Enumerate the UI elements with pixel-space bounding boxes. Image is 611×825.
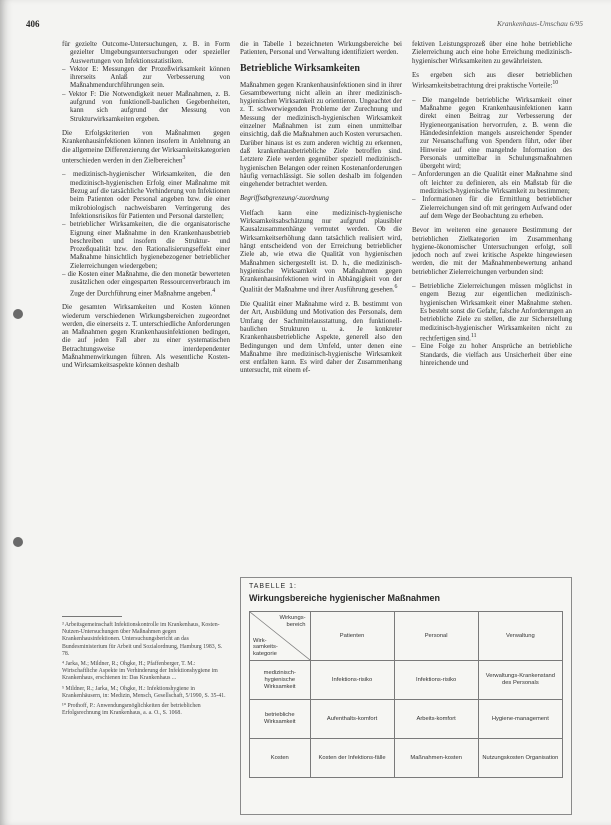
footnote-divider [62, 616, 122, 617]
paragraph: Die Erfolgskriterien von Maßnahmen gegen Krankenhausinfektionen können insofern in Anlehnung an die allgemeine Differenzierung der Wirksamkeitskategorien unterschieden werden in den Zielbereichen$^3$ [62, 128, 230, 165]
list-item: – Eine Folge zu hoher Ansprüche an betriebliche Standards, die vielfach aus Unsicherheit über eine hinreichende und [412, 342, 572, 368]
column-header: Personal [394, 612, 478, 661]
list-item: – Anforderungen an die Qualität einer Maßnahme sind oft leichter zu definieren, als ein Maßstab für die medizinisch-hygienische Wirksamkeit zu bestimmen; [412, 170, 572, 196]
paragraph: Bevor im weiteren eine genauere Bestimmung der betrieblichen Zielkategorien im Zusammenhang hygiene-ökonomischer Untersuchungen erfolgt, soll jedoch noch auf zwei kritische Aspekte hingewiesen werden, die mit der Maßnahmenbewertung anhand betrieblicher Zielerreichungen verbunden sind: [412, 226, 572, 276]
footnote: ⁴ Jarka, M.; Mildner, R.; Ohgke, H.; Pfaffenberger, T. M.: Wirtschaftliche Aspekte im Verhinderung der Infektionshygiene im Krankenhaus, erschienen in: Das Krankenhaus ... [62, 661, 218, 682]
advantages-list [412, 96, 572, 220]
table-cell: Verwaltungs-Krankenstand des Personals [478, 661, 562, 700]
paragraph: Vielfach kann eine medizinisch-hygienische Wirksamkeitsabschätzung nur aufgrund plausibler Kausalzusammenhänge vermutet werden. Ob die Wirksamkeitserhöhung dann tatsächlich realisiert wird, hängt entscheidend von der Erreichung betrieblicher Ziele ab, wie etwa die Qualität von hygienischen Maßnahmen sichergestellt ist. D. h., die medizinisch-hygienische Wirksamkeit von Maßnahmen gegen Krankenhausinfektionen wird in Abhängigkeit von der Qualität der Maßnahme und ihrer Ausführung gesehen.$^6$ [240, 208, 402, 294]
list-item: – Vektor E: Messungen der Prozeßwirksamkeit können ihrerseits Anlaß zur Verbesserung von Maßnahmendurchführungen sein. [62, 64, 230, 90]
footnote: ⁵ Mildner, R.; Jarka, M.; Ohgke, H.: Infektionshygiene in Krankenhäusern, in: Medizin, Mensch, Gesellschaft, 5/1990, S. 35-41. [62, 685, 226, 699]
critical-aspects-list [412, 282, 572, 367]
corner-label-top: Wirkungs- bereich [279, 615, 306, 628]
paragraph: Die Qualität einer Maßnahme wird z. B. bestimmt von der Art, Ausbildung und Motivation des Personals, dem Umfang der Sachmittelausstattung, den funktionell-baulichen Strukturen u. a. Je konkreter Krankenhausbetriebliche Aspekte, generell also den Bedingungen und dem Umfeld, unter denen eine Maßnahme ihre medizinisch-hygienische Wirksamkeit erst entfalten kann. Es wird daher der Zusammenhang untersucht, mit einem ef- [240, 300, 402, 375]
row-header: betriebliche Wirksamkeit [250, 700, 311, 739]
list-item: – betrieblicher Wirksamkeiten, die die organisatorische Eignung einer Maßnahme in den Krankenhausbetrieb beschreiben und insofern die Struktur- und Prozeßqualität bzw. den Rationalisierungseffekt einer Maßnahme hinsichtlich hygienebezogener betrieblicher Zielerreichungen wiedergeben; [62, 220, 230, 270]
table-row [250, 700, 563, 739]
punch-hole-icon [13, 309, 23, 319]
row-header: Kosten [250, 739, 311, 778]
table-row [250, 739, 563, 778]
list-item: – Informationen für die Ermittlung betrieblicher Zielerreichungen sind oft mit geringem Aufwand oder auf dem Wege der Beobachtung zu erheben. [412, 195, 572, 220]
page-number: 406 [26, 19, 40, 29]
right-column [412, 40, 572, 568]
criteria-list [62, 170, 230, 297]
table-cell: Infektions-risiko [394, 661, 478, 700]
section-heading: Betriebliche Wirksamkeiten [240, 62, 360, 74]
data-table [249, 611, 563, 778]
table-cell: Kosten der Infektions-fälle [310, 739, 394, 778]
table-cell: Infektions-risiko [310, 661, 394, 700]
middle-column [240, 40, 402, 568]
column-header: Patienten [310, 612, 394, 661]
footnotes [62, 622, 230, 720]
footnote: ¹⁰ Prothoff, P.: Anwendungsmöglichkeiten der betrieblichen Erfolgsrechnung im Krankenhaus, a. a. O., S. 1068. [62, 703, 201, 717]
list-item: – die Kosten einer Maßnahme, die den monetär bewerteten zusätzlichen oder eingesparten Ressourcenverbrauch im Zuge der Durchführung einer Maßnahme angeben.$^4$ [62, 270, 230, 297]
list-item: – Betriebliche Zielerreichungen müssen möglichst in engem Bezug zur eigentlichen medizinisch-hygienischen Wirksamkeit einer Maßnahme stehen. Es besteht sonst die Gefahr, falsche Anforderungen an betriebliche Ziele zu stellen, die zur Sicherstellung medizinisch-hygienischer Wirksamkeiten nicht zu rechtfertigen sind.$^{11}$ [412, 282, 572, 343]
table-row [250, 661, 563, 700]
table-number: TABELLE 1: [249, 583, 298, 590]
table-cell: Maßnahmen-kosten [394, 739, 478, 778]
paragraph: Die gesamten Wirksamkeiten und Kosten können wiederum verschiedenen Wirkungsbereichen zugeordnet werden, die einerseits z. T. unterschiedliche Anforderungen an Maßnahmen gegen Krankenhausinfektionen bedingen, die auf jeden Fall aber zu einer systematischen Betrachtungsweise interdependenter Maßnahmenwirkungen führen. Als wesentliche Kosten- und Wirksamkeitsaspekte können deshalb [62, 303, 230, 370]
list-item: für gezielte Outcome-Untersuchungen, z. B. in Form gezielter Umgebungsuntersuchungen oder spezieller Auswertungen von Infektionsstatistiken. [62, 40, 230, 65]
list-item: – Vektor F: Die Notwendigkeit neuer Maßnahmen, z. B. aufgrund von funktionell-baulichen Gegebenheiten, kann sich aufgrund der Messung von Strukturwirksamkeiten ergeben. [62, 89, 230, 123]
table-cell: Arbeits-komfort [394, 700, 478, 739]
table-header-row [250, 612, 563, 661]
list-item: – Die mangelnde betriebliche Wirksamkeit einer Maßnahme gegen Krankenhausinfektionen kann direkt einen Beitrag zur Verbesserung der Hygieneorganisation hervorrufen, z. B. wenn die Händedesinfektion mangels ausreichender Spender zur Neuanschaffung von Spendern führt, oder über Hinweise auf eine mangelnde Information des Personals unmittelbar in Schulungsmaßnahmen übergeht wird; [412, 95, 572, 171]
table-cell: Nutzungskosten Organisation [478, 739, 562, 778]
column-header: Verwaltung [478, 612, 562, 661]
paragraph: die in Tabelle 1 bezeichneten Wirkungsbereiche bei Patienten, Personal und Verwaltung identifiziert werden. [240, 40, 402, 57]
row-header: medizinisch-hygienische Wirksamkeit [250, 661, 311, 700]
table-1 [240, 577, 572, 815]
list-item: – medizinisch-hygienischer Wirksamkeiten, die den medizinisch-hygienischen Erfolg einer Maßnahme mit Bezug auf die tatsächliche Verhinderung von Infektionen beim Patienten oder Personal angeben bzw. die einer mikrobiologisch nachweisbaren Verringerung des Infektionsrisikos für Patienten und Personal darstellen; [62, 170, 230, 220]
paragraph: Es ergeben sich aus dieser betrieblichen Wirksamkeitsbetrachtung drei praktische Vorteile:$^{10}$ [412, 70, 572, 90]
table-cell: Hygiene-management [478, 700, 562, 739]
footnote: ³ Arbeitsgemeinschaft Infektionskontrolle im Krankenhaus, Kosten-Nutzen-Untersuchungen über Maßnahmen gegen Krankenhausinfektionen. Untersuchungsbericht an das Bundesministerium für Arbeit und Sozialordnung, Hamburg 1983, S. 78. [62, 622, 223, 657]
paragraph: fektiven Leistungsprozeß über eine hohe betriebliche Zielerreichung auch eine hohe Erreichung medizinisch-hygienischer Wirksamkeiten zu gewährleisten. [412, 40, 572, 65]
subsection-heading: Begriffsabgrenzung/-zuordnung [240, 194, 329, 203]
journal-header: Krankenhaus-Umschau 6/95 [496, 19, 583, 28]
vector-list [62, 40, 230, 123]
corner-label-bottom: Wirk- samkeits- kategorie [253, 637, 278, 657]
punch-hole-icon [13, 537, 23, 547]
table-cell: Aufenthalts-komfort [310, 700, 394, 739]
table-title: Wirkungsbereiche hygienischer Maßnahmen [249, 593, 440, 603]
table-corner-cell [250, 612, 311, 661]
paragraph: Maßnahmen gegen Krankenhausinfektionen sind in ihrer Gesamtbewertung nicht allein an ihrer medizinisch-hygienischen Wirksamkeit zu orientieren. Ungeachtet der z. T. schwerwiegenden Probleme der Zurechnung und Messung der medizinisch-hygienischen Wirksamkeit einzelner Maßnahmen ist zum einen unmittelbar einsichtig, daß die Maßnahmen auch Kosten verursachen. Darüber hinaus ist es zum anderen wichtig zu erkennen, daß krankenhausbetriebliche Ziele betroffen sind. Letztere Ziele werden gegenüber speziell medizinisch-hygienischen Belangen oder reinen Kostenanforderungen häufig vernachlässigt. Sie sollen deshalb im folgenden eingehender betrachtet werden. [240, 80, 402, 189]
left-column [62, 40, 230, 612]
